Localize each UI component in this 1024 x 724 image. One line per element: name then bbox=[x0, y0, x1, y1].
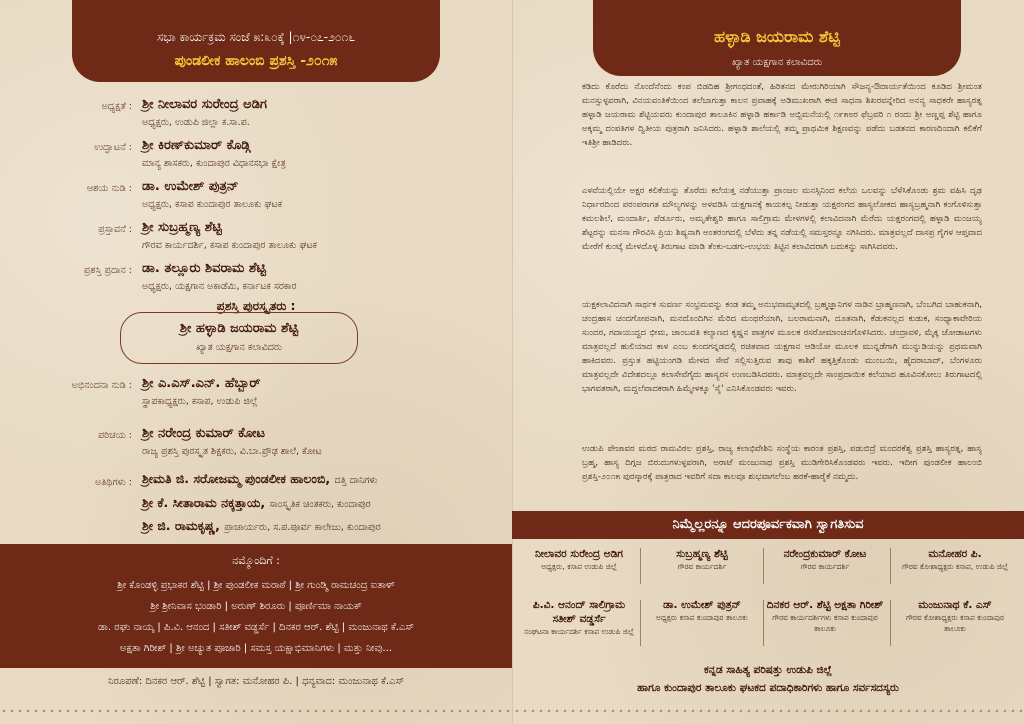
row-label: ಪರಿಚಯ : bbox=[98, 430, 132, 441]
guest-line bbox=[142, 518, 381, 534]
with-us-line: ಶ್ರೀ ಶ್ರೀನಿವಾಸ ಭಂಡಾರಿ | ಅರುಣ್ ಶಿರೂರು | ಪೂರ್ಣಿಮಾ ನಾಯಕ್ bbox=[150, 601, 362, 612]
row-name: ಶ್ರೀ ಎ.ಎಸ್.ಎನ್. ಹೆಬ್ಬಾರ್ bbox=[142, 376, 261, 391]
with-us-title: ನಮ್ಮೊಂದಿಗೆ : bbox=[232, 554, 280, 567]
row-desc: ಅಧ್ಯಕ್ಷರು, ಯಕ್ಷಗಾನ ಅಕಾಡೆಮಿ, ಕರ್ನಾಟಕ ಸರಕಾರ bbox=[142, 281, 297, 292]
row-name: ಶ್ರೀ ನೀಲಾವರ ಸುರೇಂದ್ರ ಅಡಿಗ bbox=[142, 97, 267, 112]
with-us-band bbox=[0, 544, 512, 668]
credits-footer: ನಿರೂಪಣೆ: ದಿನಕರ ಆರ್. ಶೆಟ್ಟಿ | ಸ್ವಾಗತ: ಮನೋಹರ ಪಿ. | ಧನ್ಯವಾದ: ಮಂಜುನಾಥ ಕೆ.ಎಸ್ bbox=[107, 676, 405, 687]
host-name: ಸುಬ್ರಹ್ಮಣ್ಯ ಶೆಟ್ಟಿ bbox=[676, 548, 728, 560]
row-name: ಶ್ರೀ ನರೇಂದ್ರ ಕುಮಾರ್ ಕೋಟ bbox=[142, 426, 266, 441]
row-label: ಆಶಯ ನುಡಿ : bbox=[86, 183, 132, 194]
host-card bbox=[520, 598, 638, 637]
row-label: ಪ್ರಸ್ತಾವನೆ : bbox=[98, 224, 132, 235]
row-name: ಡಾ. ತಲ್ಲೂರು ಶಿವರಾಮ ಶೆಟ್ಟಿ bbox=[142, 261, 266, 276]
host-desc: ಗೌರವ ಕೋಶಾಧ್ಯಕ್ಷರು ಕಸಾಪ ಕುಂದಾಪುರ ತಾಲೂಕು bbox=[906, 613, 1004, 633]
row-name: ಡಾ. ಉಮೇಶ್ ಪುತ್ರನ್ bbox=[142, 179, 239, 194]
card-divider bbox=[763, 600, 764, 646]
host-card bbox=[643, 547, 761, 572]
row-name: ಶ್ರೀ ಕಿರಣ್‌ಕುಮಾರ್ ಕೊಡ್ಗಿ bbox=[142, 138, 251, 153]
card-divider bbox=[763, 548, 764, 584]
honoree-title: ಪ್ರಶಸ್ತಿ ಪುರಸ್ಕೃತರು : bbox=[216, 299, 296, 313]
host-desc: ಗೌರವ ಕಾರ್ಯದರ್ಶಿ bbox=[800, 562, 850, 571]
guest-line bbox=[142, 471, 378, 487]
guest-name: ಶ್ರೀ ಕೆ. ಸೀತಾರಾಮ ನಕ್ಕತ್ತಾಯ, bbox=[142, 495, 266, 510]
row-desc: ಅಧ್ಯಕ್ಷರು, ಉಡುಪಿ ಜಿಲ್ಲಾ ಕ.ಸಾ.ಪ. bbox=[142, 117, 250, 128]
host-name: ಪಿ.ವಿ. ಆನಂದ್ ಸಾಲಿಗ್ರಾಮ ಸತೀಶ್ ವಡ್ಡರ್ಸೆ bbox=[532, 599, 626, 625]
decorative-border bbox=[513, 708, 1024, 714]
with-us-line: ಅಕ್ಷತಾ ಗಿರೀಶ್ | ಶ್ರೀ ಅಚ್ಯುತ ಪೂಜಾರಿ | ಸಮಸ್ತ ಯಕ್ಷಾಭಿಮಾನಿಗಳು | ಮತ್ತು ನೀವು... bbox=[119, 643, 393, 654]
organizer-line: ಕನ್ನಡ ಸಾಹಿತ್ಯ ಪರಿಷತ್ತು ಉಡುಪಿ ಜಿಲ್ಲೆ bbox=[703, 664, 833, 676]
guests-label: ಅತಿಥಿಗಳು : bbox=[95, 477, 132, 488]
guest-desc: ಸಾಂಸ್ಕೃತಿಕ ಚಿಂತಕರು, ಕುಂದಾಪುರ bbox=[269, 499, 371, 510]
bio-paragraph: ಯಕ್ಷಕಲಾವಿದನಾಗಿ ಸಾರ್ಥಕ ಸುವರ್ಣ ಸಂಭ್ರಮವನ್ನು ಕಂಡ ತಮ್ಮ ಅನುಭವಾಮೃತದಲ್ಲಿ ಬ್ರಹ್ಮಜ್ಞಾನಿಗಳ ನಾಡಿನ ಬ್ರಾಹ್ಮಣನಾಗಿ, ಬೆಂಬಗಿದ ಬಾಹುಕನಾಗಿ, ಚಂದ್ರಹಾಸ ಚಂದಗೋಪನಾಗಿ, ಮನದೊಂದಿಗಿನ ಮೆರಿದ ಮಂಥರೆಯಾಗಿ, ಬಲರಾಮನಾಗಿ, ದೂತನಾಗಿ, ಕೆಡುಕನಲ್ಲದ ಕುಡುಕ, ಸಂಧ್ಯಾಕಾವೇರಿಯ ಸುಂದರ, ಗದಾಯುದ್ಧದ ಭೀಮ, ಜಾಂಬವತಿ ಕಲ್ಯಾಣದ ಕೃಷ್ಣನ ಪಾತ್ರಗಳ ಮೂಲಕ ರಸರೋಮಾಂಚನಗೊಳಿಸಿದರು. ಚಂದ್ರಾವಳಿ, ಮೈಕ್ಕ ಜೋಡಾಟಗಳು ಮಾತ್ರವಲ್ಲದೆ ಹುಲಿಯಾದ ಕಾಳ ಎಂಬ ಕುಂದಗನ್ನಡದಲ್ಲಿ ರಚಿತವಾದ ಯಕ್ಷಗಾನ ಆಡಿಯೋ ಮೂಲಕ ಮುನ್ನಡೆಗಾಗಿ ಮುನ್ನುಡಿಯನ್ನು ಪ್ರಥಮವಾಗಿ ಹಾಕಿದವರು. ಪ್ರಸ್ತುತ ಹಟ್ಟಿಯಂಗಡಿ ಮೇಳದ ಸೇವೆ ಸಲ್ಲಿಸುತ್ತಿರುವ ತಾವು ಕಾಶಿಗೆ ಹಕ್ಕತ್ತಿಕೊಂಡು ಮುಂಬಯಿ, ಹೈದರಾಬಾದ್, ಬೆಂಗಳೂರು ಮಾತ್ರವಲ್ಲದೇ ವಿದೇಶದಲ್ಲೂ ಕಲಾಸೇವೆಗೈದು ಹಾಸ್ಯರಸ ಉಣಬಡಿಸಿದವರು. ಮಾತ್ರವಲ್ಲದೇ ಸಾಂಪ್ರದಾಯಿಕ ಕಲೆಯಾದ ಹೂವಿನಕೋಲು ತಿರುಗಾಟದಲ್ಲಿ ಭಾಗವತರಾಗಿ, ಮದ್ದಲೆವಾದಕರಾಗಿ ಹಿಮ್ಮೇಳಕ್ಕೂ 'ಸೈ' ಎನಿಸಿಕೊಂಡವರು ಇವರು. bbox=[582, 300, 982, 394]
guest-line bbox=[142, 495, 371, 511]
host-name: ನರೇಂದ್ರಕುಮಾರ್ ಕೋಟ bbox=[783, 548, 867, 560]
host-card bbox=[896, 598, 1014, 634]
host-card bbox=[766, 547, 884, 572]
with-us-line: ಶ್ರೀ ಕೊಂಡಳ್ಳಿ ಪ್ರಭಾಕರ ಶೆಟ್ಟಿ | ಶ್ರೀ ಪುಂಡಲೀಕ ಮರಾಠೆ | ಶ್ರೀ ಗುಂಡ್ಮಿ ರಾಮಚಂದ್ರ ಐತಾಳ್ bbox=[117, 580, 395, 591]
honoree-header bbox=[593, 0, 961, 76]
award-title: ಪುಂಡಲೀಕ ಹಾಲಂಬಿ ಪ್ರಶಸ್ತಿ -೨೦೧೫ bbox=[174, 53, 338, 69]
honoree-name: ಶ್ರೀ ಹಳ್ಳಾಡಿ ಜಯರಾಮ ಶೆಟ್ಟಿ bbox=[179, 321, 299, 336]
host-card bbox=[643, 598, 761, 623]
host-card bbox=[520, 547, 638, 572]
host-name: ಮಂಜುನಾಥ ಕೆ. ಎಸ್ bbox=[918, 599, 992, 611]
host-card bbox=[766, 598, 884, 634]
honoree-header-name: ಹಳ್ಳಾಡಿ ಜಯರಾಮ ಶೆಟ್ಟಿ bbox=[714, 27, 840, 46]
bio-paragraph: ಕಡಿದು ಕೊರೆದು ನೊಂದೆನೆಂದು ಕಂಪ ಬಿಡದಿಹ ಶ್ರೀಗಂಧದಂತೆ, ಹಿರಿತನದ ಮೇರುಗಿರಿಯಾಗಿ ಸೌಜನ್ಯ-ಔದಾರ್ಯತೆಯಿಂದ ಕೂಡಿದ ಶ್ರೀಮಂತ ಮನಸ್ಸುಳ್ಳವರಾಗಿ, ವಿನಯವಂತಿಕೆಯಿಂದ ತಲೆಬಾಗುತ್ತಾ ಕಾಲನ ಪ್ರವಾಹಕ್ಕೆ ಅಡಿಮುಖರಾಗಿ ಈಜಿ ಸಾಧನಾ ಶಿಖರವನ್ನೇರಿದ ಅನನ್ಯ ಸಾಧಕರೇ ಹಾಸ್ಯರತ್ನ ಹಳ್ಳಾಡಿ ಜಯರಾಮ ಶೆಟ್ಟಿಯವರು ಕುಂದಾಪುರ ತಾಲೂಕಿನ ಹಳ್ಳಾಡಿ ಹರ್ಕಾಡಿ ಅಬ್ಬಿಮನೆಯಲ್ಲಿ ೧೯೫೮ರ ಫೆಬ್ರವರಿ ೧ ರಂದು ಶ್ರೀ ಅಣ್ಣಪ್ಪ ಶೆಟ್ಟಿ ಹಾಗೂ ಅಕ್ಕಮ್ಮ ದಂಪತಿಗಳ ದ್ವಿತೀಯ ಪುತ್ರರಾಗಿ ಜನಿಸಿದರು. ಹಳ್ಳಾಡಿ ಶಾಲೆಯಲ್ಲಿ ತಮ್ಮ ಪ್ರಾಥಮಿಕ ಶಿಕ್ಷಣವನ್ನು ಪಡೆದು ಬಡತನದ ಕಾರಣದಿಂದಾಗಿ ಕಲಿಕೆಗೆ ಇತಿಶ್ರೀ ಹಾಡಿದರು. bbox=[582, 82, 982, 148]
welcome-band: ನಿಮ್ಮೆಲ್ಲರನ್ನೂ ಆದರಪೂರ್ವಕವಾಗಿ ಸ್ವಾಗತಿಸುವ bbox=[512, 511, 1024, 539]
bio-paragraph: ಉಡುಪಿ ಪೇಜಾವರ ಮಠದ ರಾಮವಿಠಲ ಪ್ರಶಸ್ತಿ, ರಾಜ್ಯ ಕಲಾಭಿವೇಶಿನಿ ಸಂಸ್ಥೆಯ ಕಾರಂತ ಪ್ರಶಸ್ತಿ, ಪಡುಬಿದ್ರೆ ಮಂದರಕೆಶ್ವ ಪ್ರಶಸ್ತಿ ಹಾಸ್ಯರತ್ನ, ಹಾಸ್ಯ ಬ್ರಹ್ಮ, ಹಾಸ್ಯ ದಿಗ್ಗಜ ಬಿರುದುಗಳುಳ್ಳವರಾಗಿ, ಅರಾಟೆ ಮಂಜುನಾಥ ಪ್ರಶಸ್ತಿ ಮುಡಿಗೇರಿಸಿಕೊಂಡವರು ಇವರು. ಇದೀಗ ಪುಂಡಲೀಕ ಹಾಲಂಬಿ ಪ್ರಶಸ್ತಿ-೨೦೧೫ ಪುರಸ್ಕಾರಕ್ಕೆ ಪಾತ್ರರಾದ ಇವರಿಗೆ ಸದಾ ಕಾಲವೂ ಶುಭವಾಗಲೆಂಬ ಹರಕೆ-ಹಾರೈಕೆ ನಮ್ಮದು. bbox=[582, 444, 982, 482]
program-time-date: ಸಭಾ ಕಾರ್ಯಕ್ರಮ ಸಂಜೆ ೫:೩೦ಕ್ಕೆ |೧೪-೦೭-೨೦೧೬ bbox=[156, 30, 355, 44]
organizer-line: ಹಾಗೂ ಕುಂದಾಪುರ ತಾಲೂಕು ಘಟಕದ ಪದಾಧಿಕಾರಿಗಳು ಹಾಗೂ ಸರ್ವಸದಸ್ಯರು bbox=[637, 682, 899, 694]
host-desc: ಗೌರವ ಕಾರ್ಯದರ್ಶಿಗಳು ಕಸಾಪ ಕುಂದಾಪುರ ತಾಲೂಕು bbox=[772, 613, 878, 633]
host-name: ಮನೋಹರ ಪಿ. bbox=[928, 548, 982, 560]
with-us-line: ಡಾ. ರಘು ನಾಯ್ಕ | ಪಿ.ವಿ. ಆನಂದ | ಸತೀಶ್ ವಡ್ಡರ್ಸೆ | ದಿನಕರ ಆರ್. ಶೆಟ್ಟಿ | ಮಂಜುನಾಥ ಕೆ.ಎಸ್ bbox=[98, 622, 414, 633]
row-desc: ಮಾನ್ಯ ಶಾಸಕರು, ಕುಂದಾಪುರ ವಿಧಾನಸಭಾ ಕ್ಷೇತ್ರ bbox=[142, 158, 286, 169]
host-card bbox=[896, 547, 1014, 572]
row-name: ಶ್ರೀ ಸುಬ್ರಹ್ಮಣ್ಯ ಶೆಟ್ಟಿ bbox=[142, 220, 222, 235]
row-label: ಉದ್ಘಾಟನೆ : bbox=[94, 142, 132, 153]
card-divider bbox=[640, 600, 641, 646]
guest-name: ಶ್ರೀ ಜಿ. ರಾಮಕೃಷ್ಣ, bbox=[142, 518, 220, 533]
honoree-header-sub: ಖ್ಯಾತ ಯಕ್ಷಗಾನ ಕಲಾವಿದರು bbox=[731, 57, 823, 68]
card-divider bbox=[640, 548, 641, 584]
honoree-desc: ಖ್ಯಾತ ಯಕ್ಷಗಾನ ಕಲಾವಿದರು bbox=[196, 342, 282, 353]
card-divider bbox=[890, 600, 891, 646]
row-label: ಅಭಿನಂದನಾ ನುಡಿ : bbox=[71, 380, 132, 391]
row-desc: ಗೌರವ ಕಾರ್ಯದರ್ಶಿ, ಕಸಾಪ ಕುಂದಾಪುರ ತಾಲೂಕು ಘಟಕ bbox=[142, 240, 317, 251]
bio-paragraph: ಎಳವೆಯಲ್ಲಿಯೇ ಅಕ್ಷರ ಕಲಿಕೆಯನ್ನು ತೊರೆದು ಕಲೆಯತ್ತ ನಡೆಯುತ್ತಾ ಪ್ರಾಂಜಲ ಮನಸ್ಸಿನಿಂದ ಕಲೆಯ ಒಲವನ್ನು ಬೆಳೆಸಿಕೊಂಡು ಶ್ರಮ ವಹಿಸಿ ದೃಢ ನಿರ್ಧಾರದಿಂದ ಪರಂಪರಾಗತ ಮೌಲ್ಯಗಳನ್ನು ಅಳವಡಿಸಿ ಯಕ್ಷಗಾನಕ್ಕೆ ಕಾಯಕಲ್ಪ ನೀಡುತ್ತಾ ಯಕ್ಷರಂಗದ ಹಾಸ್ಯಲೋಕದ ಹಾಸ್ಯಬ್ರಹ್ಮನಾಗಿ ಕಂಗೊಳಿಸುತ್ತಾ ಕಮಲಶಿಲೆ, ಮಂದಾರ್ತಿ, ಪೆರ್ಡೂರು, ಅಮೃತೇಶ್ವರಿ ಹಾಗೂ ಸಾಲಿಗ್ರಾಮ ಮೇಳಗಳಲ್ಲಿ ಕಲಾವಿದನಾಗಿ ಮೆರೆದು ಯಕ್ಷರಂಗದಲ್ಲಿ ಹಳ್ಳಾಡಿ ಮಂಜಯ್ಯ ಶೆಟ್ಟರನ್ನು ಮನಸಾ ಗೌರವಿಸಿ ಪ್ರಿಯ ಶಿಷ್ಯನಾಗಿ ಅಂತರಂಗದಲ್ಲಿ ಬೆಳೆದು ತನ್ನ ನಡೆಯಲ್ಲಿ ಸಮಸ್ತರನ್ನೂ ನಗಿಸಿದರು. ಮಾತ್ರವಲ್ಲದೆ ದಾಸಪ್ರ ಗೈಗಳ ಆಪ್ತವಾದ ಮೇರೆಗೆ ಕುಂಟ್ಕೆ ಮೇಳದೊಳ್ಳ ತಿರುಗಾಟ ಮಾಡಿ ತೆಂಕು-ಬಡಗು-ಉಭಯ ತಿಟ್ಟಿನ ಕಲಾವಿದರಾಗಿ ಬದುಕನ್ನು ಸಾಗಿಸಿದವರು. bbox=[582, 186, 982, 252]
host-desc: ಗೌರವ ಕೋಶಾಧ್ಯಕ್ಷರು ಕಸಾಪ, ಉಡುಪಿ ಜಿಲ್ಲೆ bbox=[901, 562, 1009, 571]
row-desc: ಸ್ಥಾಪಕಾಧ್ಯಕ್ಷರು, ಕಸಾಪ, ಉಡುಪಿ ಜಿಲ್ಲೆ bbox=[142, 396, 258, 407]
row-desc: ಅಧ್ಯಕ್ಷರು, ಕಸಾಪ ಕುಂದಾಪುರ ತಾಲೂಕು ಘಟಕ bbox=[142, 199, 283, 210]
card-divider bbox=[890, 548, 891, 584]
host-name: ನೀಲಾವರ ಸುರೇಂದ್ರ ಅಡಿಗ bbox=[534, 548, 623, 560]
row-label: ಪ್ರಶಸ್ತಿ ಪ್ರದಾನ : bbox=[83, 265, 132, 276]
program-header bbox=[72, 0, 440, 82]
honoree-box bbox=[120, 312, 358, 364]
decorative-border bbox=[0, 708, 512, 714]
host-desc: ಅಧ್ಯಕ್ಷರು, ಕಸಾಪ ಉಡುಪಿ ಜಿಲ್ಲೆ bbox=[541, 562, 617, 571]
host-desc: ಗೌರವ ಕಾರ್ಯದರ್ಶಿ bbox=[677, 562, 727, 571]
host-name: ದಿನಕರ ಆರ್. ಶೆಟ್ಟಿ ಅಕ್ಷತಾ ಗಿರೀಶ್ bbox=[766, 599, 884, 611]
guest-desc: ಪ್ರಾಚಾರ್ಯರು, ಸ.ಪ.ಪೂರ್ವ ಕಾಲೇಜು, ಕುಂದಾಪುರ bbox=[224, 522, 381, 533]
row-label: ಅಧ್ಯಕ್ಷತೆ : bbox=[101, 101, 132, 112]
row-desc: ರಾಜ್ಯ ಪ್ರಶಸ್ತಿ ಪುರಸ್ಕೃತ ಶಿಕ್ಷಕರು, ವಿ.ಬಾ.ಪ್ರೌಢ ಶಾಲೆ, ಕೋಟ bbox=[142, 446, 322, 457]
guest-desc: ದತ್ತಿ ದಾನಿಗಳು bbox=[334, 475, 378, 486]
host-name: ಡಾ. ಉಮೇಶ್ ಪುತ್ರನ್ bbox=[663, 599, 741, 611]
host-desc: ಅಧ್ಯಕ್ಷರು ಕಸಾಪ ಕುಂದಾಪುರ ತಾಲೂಕು bbox=[656, 613, 748, 622]
host-desc: ಸಂಘಟನಾ ಕಾರ್ಯದರ್ಶಿ ಕಸಾಪ ಉಡುಪಿ ಜಿಲ್ಲೆ bbox=[524, 627, 634, 636]
guest-name: ಶ್ರೀಮತಿ ಜಿ. ಸರೋಜಮ್ಮ ಪುಂಡಲೀಕ ಹಾಲಂಬಿ, bbox=[142, 471, 331, 486]
